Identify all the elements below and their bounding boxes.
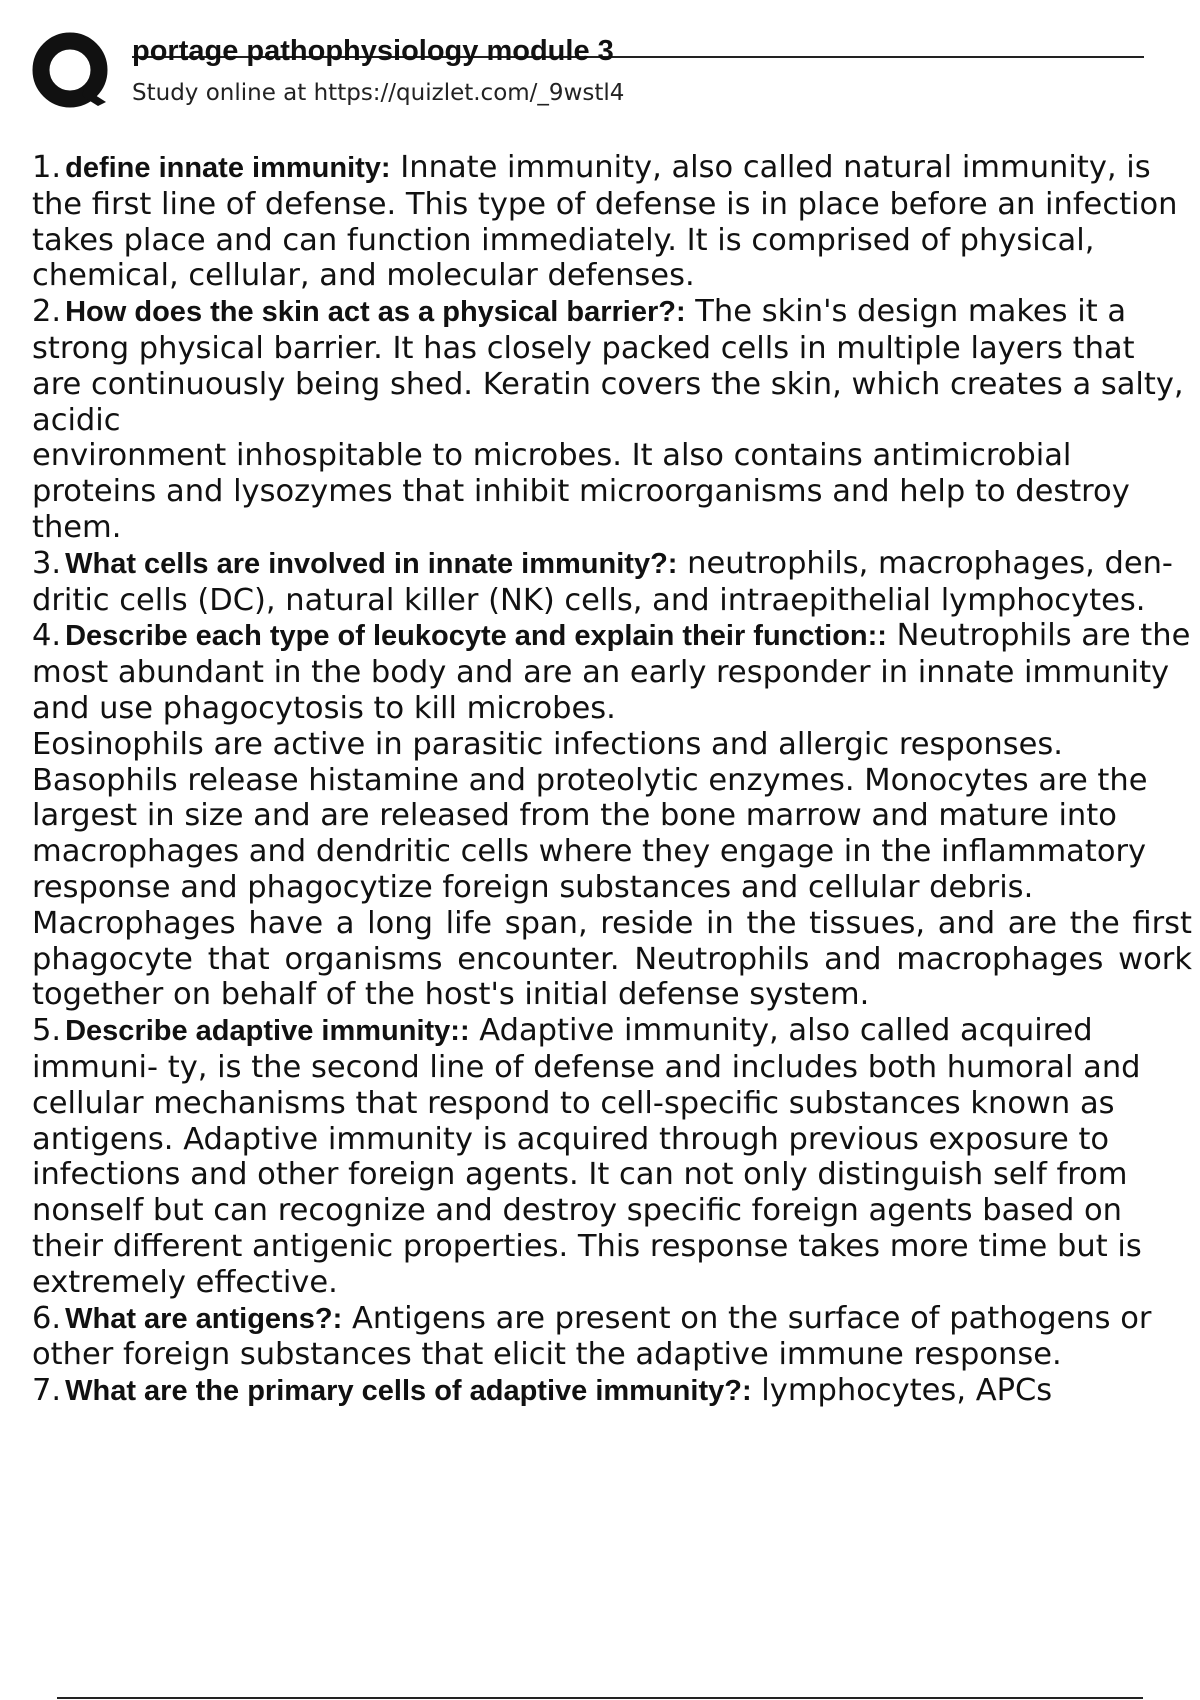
entry-answer-continued: Eosinophils are active in parasitic infections and allergic responses. Basophils release histamine and proteolytic enzymes. Monocytes are the largest in size and are released from the bone marrow and mature into macrophages and dendritic cells where they engage in the inflammatory response and phagocytize foreign substances and cellular debris.	[32, 726, 1148, 905]
entry-paragraph	[32, 618, 1192, 726]
entry-paragraph	[32, 294, 1192, 438]
entry-question: How does the skin act as a physical barrier?:	[65, 296, 686, 329]
entry-answer: neutrophils, macrophages, den- dritic cells (DC), natural killer (NK) cells, and intraepithelial lymphocytes.	[32, 545, 1173, 618]
flashcard-list	[32, 150, 1192, 1410]
entry-question: Describe adaptive immunity::	[65, 1015, 470, 1048]
entry-number: 3.	[32, 545, 62, 581]
page-title: portage pathophysiology module 3	[132, 35, 614, 67]
entry-number: 6.	[32, 1300, 62, 1336]
entry-question: What are antigens?:	[65, 1302, 343, 1335]
page-header	[32, 30, 1152, 112]
entry-answer: Antigens are present on the surface of pathogens or other foreign substances that elicit the adaptive immune response.	[32, 1300, 1152, 1373]
entry-question: Describe each type of leukocyte and explain their function::	[65, 620, 887, 653]
entry-number: 2.	[32, 294, 62, 330]
entry-answer-continued: Macrophages have a long life span, reside in the tissues, and are the first phagocyte that organisms encounter. Neutrophils and macrophages work together on behalf of the host's initial defense system.	[32, 905, 1192, 1013]
entry-answer: lymphocytes, APCs	[751, 1373, 1053, 1409]
flashcard-entry	[32, 546, 1192, 619]
flashcard-entry	[32, 1373, 1192, 1410]
quizlet-logo-icon	[32, 30, 112, 110]
entry-answer: Neutrophils are the most abundant in the body and are an early responder in innate immunity and use phagocytosis to kill microbes.	[32, 618, 1191, 726]
entry-question: What are the primary cells of adaptive immunity?:	[65, 1375, 752, 1408]
entry-answer: Innate immunity, also called natural immunity, is the first line of defense. This type of defense is in place before an infection takes place and can function immediately. It is comprised of physical, chemical, cellular, and molecular defenses.	[32, 150, 1178, 294]
study-online-link[interactable]: Study online at https://quizlet.com/_9wstl4	[132, 80, 625, 106]
entry-answer: The skin's design makes it a strong physical barrier. It has closely packed cells in multiple layers that are continuously being shed. Keratin covers the skin, which creates a salty, acidic	[32, 294, 1184, 438]
entry-paragraph	[32, 1301, 1192, 1374]
flashcard-entry	[32, 294, 1192, 546]
entry-paragraph	[32, 1373, 1192, 1410]
entry-number: 7.	[32, 1373, 62, 1409]
entry-question: What cells are involved in innate immunity?:	[65, 547, 678, 580]
entry-answer-continued: environment inhospitable to microbes. It also contains antimicrobial proteins and lysozymes that inhibit microorganisms and help to destroy them.	[32, 438, 1130, 545]
entry-question: define innate immunity:	[65, 152, 391, 184]
flashcard-entry	[32, 1013, 1192, 1300]
entry-number: 1.	[32, 150, 62, 185]
entry-paragraph	[32, 1013, 1192, 1300]
flashcard-entry	[32, 150, 1192, 294]
entry-paragraph	[32, 546, 1192, 619]
flashcard-entry	[32, 1301, 1192, 1374]
entry-number: 5.	[32, 1013, 62, 1049]
flashcard-entry	[32, 618, 1192, 1013]
entry-number: 4.	[32, 618, 62, 654]
entry-paragraph	[32, 150, 1192, 294]
entry-answer: Adaptive immunity, also called acquired immuni- ty, is the second line of defense and includes both humoral and cellular mechanisms that respond to cell-specific substances known as antigens. Adaptive immunity is acquired through previous exposure to infections and other foreign agents. It can not only distinguish self from nonself but can recognize and destroy specific foreign agents based on their different antigenic properties. This response takes more time but is extremely effective.	[32, 1013, 1142, 1300]
footer-rule	[57, 1697, 1143, 1699]
